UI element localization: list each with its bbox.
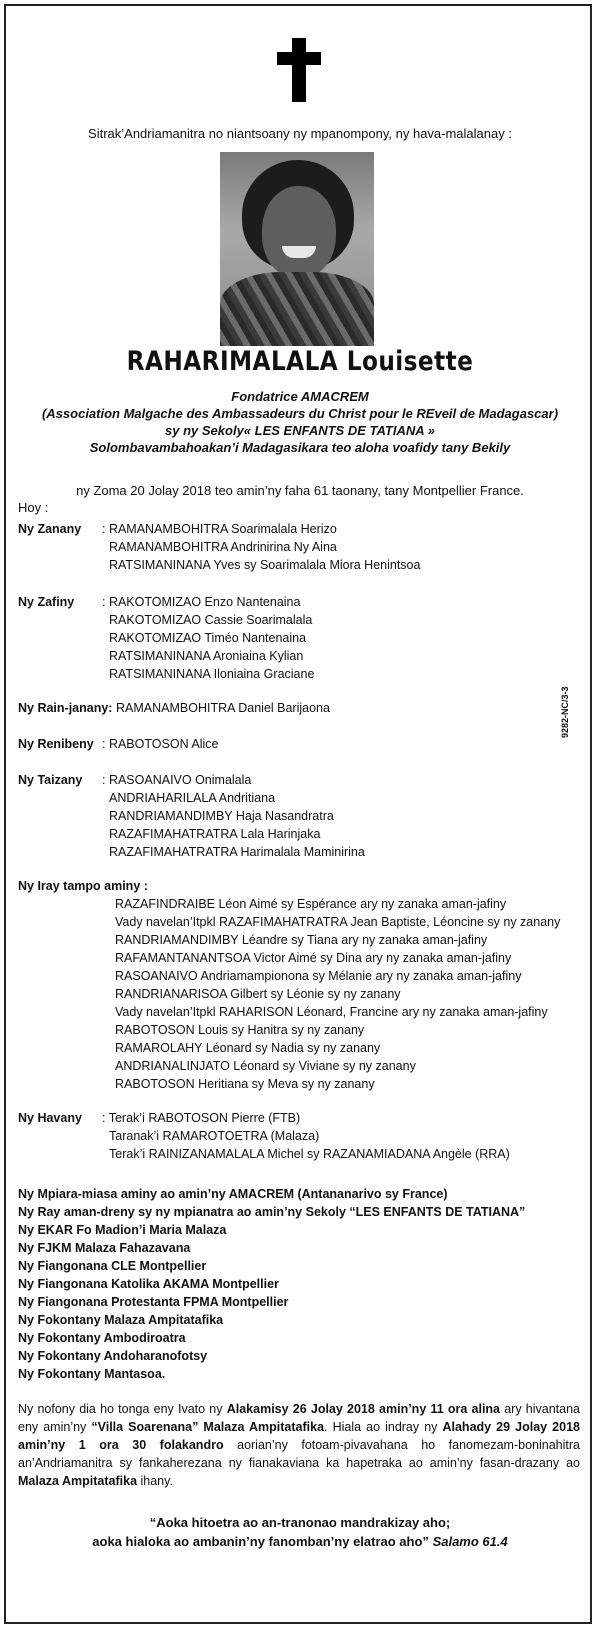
list-item: Taranak’i RAMAROTOETRA (Malaza) xyxy=(109,1129,320,1143)
organization-item: Ny Ray aman-dreny sy ny mpianatra ao amin’ny Sekoly “LES ENFANTS DE TATIANA” xyxy=(18,1205,526,1219)
villa-location: “Villa Soarenana” Malaza Ampitatafika xyxy=(91,1420,325,1434)
list-item: RANDRIAMANDIMBY Léandre sy Tiana ary ny zanaka aman-jafiny xyxy=(115,933,488,947)
quote-reference: Salamo 61.4 xyxy=(432,1534,508,1549)
list-item: RANDRIANARISOA Gilbert sy Léonie sy ny zanany xyxy=(115,987,401,1001)
organization-item: Ny Fokontany Mantasoa. xyxy=(18,1367,166,1381)
organization-item: Ny Fokontany Malaza Ampitatafika xyxy=(18,1313,224,1327)
death-notice: ny Zoma 20 Jolay 2018 teo amin’ny faha 61 taonany, tany Montpellier France. xyxy=(76,483,524,498)
list-item: RAMANAMBOHITRA Daniel Barijaona xyxy=(116,701,330,715)
section-label: Ny Renibeny xyxy=(18,737,94,751)
organization-item: Ny Fokontany Ambodiroatra xyxy=(18,1331,186,1345)
list-item: Vady navelan’Itpkl RAZAFIMAHATRATRA Jean Baptiste, Léoncine sy ny zanany xyxy=(115,915,561,929)
list-item: RABOTOSON Heritiana sy Meva sy ny zanany xyxy=(115,1077,375,1091)
portrait-photo xyxy=(220,152,374,346)
list-item: : Terak’i RABOTOSON Pierre (FTB) xyxy=(102,1111,301,1125)
list-item: RAFAMANTANANTSOA Victor Aimé sy Dina ary ny zanaka aman-jafiny xyxy=(115,951,512,965)
scripture-quote xyxy=(0,1513,600,1551)
funeral-details: Ny nofony dia ho tonga eny Ivato ny Alakamisy 26 Jolay 2018 amin’ny 11 ora alina ary hivantana eny amin’ny “Villa Soarenana” Malaza Ampitatafika. Hiala ao indray ny Alahady 29 Jolay 2018 amin’ny 1 ora 30 folakandro aorian’ny fotoam-pivavahana ho fanomezam-boninahitra an’Andriamanitra sy fankaherezana ny fianakaviana ka hapetraka ao amin’ny fasan-drazany ao Malaza Ampitatafika ihany. xyxy=(18,1402,580,1488)
section-label: Ny Havany xyxy=(18,1111,82,1125)
intro-text: Sitrak’Andriamanitra no niantsoany ny mpanompony, ny hava-malalanay : xyxy=(88,126,512,141)
section-label: Ny Rain-janany: xyxy=(18,701,113,715)
role-line: (Association Malgache des Ambassadeurs du Christ pour le REveil de Madagascar) xyxy=(41,406,559,421)
cross-icon xyxy=(277,38,321,102)
section-label: Ny Zanany xyxy=(18,522,82,536)
organization-item: Ny Fiangonana Protestanta FPMA Montpellier xyxy=(18,1295,289,1309)
list-item: RABOTOSON Louis sy Hanitra sy ny zanany xyxy=(115,1023,365,1037)
arrival-date: Alakamisy 26 Jolay 2018 amin’ny 11 ora alina xyxy=(226,1402,501,1416)
burial-location: Malaza Ampitatafika xyxy=(18,1474,138,1488)
organization-item: Ny EKAR Fo Madion’i Maria Malaza xyxy=(18,1223,227,1237)
section-label: Ny Zafiny xyxy=(18,595,75,609)
reference-code: 9282-NC/3-3 xyxy=(560,686,570,738)
deceased-name: RAHARIMALALA Louisette xyxy=(126,346,474,377)
list-item: : RASOANAIVO Onimalala xyxy=(102,773,252,787)
list-item: RASOANAIVO Andriamampionona sy Mélanie ary ny zanaka aman-jafiny xyxy=(115,969,522,983)
list-item: : RAKOTOMIZAO Enzo Nantenaina xyxy=(102,595,301,609)
list-item: Terak’i RAINIZANAMALALA Michel sy RAZANAMIADANA Angèle (RRA) xyxy=(109,1147,510,1161)
list-item: RATSIMANINANA Aroniaina Kylian xyxy=(109,649,304,663)
section-label: Ny Iray tampo aminy : xyxy=(18,879,148,893)
list-item: RAZAFIMAHATRATRA Lala Harinjaka xyxy=(109,827,321,841)
role-line: sy ny Sekoly« LES ENFANTS DE TATIANA » xyxy=(165,423,435,438)
organizations-list xyxy=(18,1185,525,1383)
list-item: RATSIMANINANA Iloniaina Graciane xyxy=(109,667,315,681)
organization-item: Ny Mpiara-miasa aminy ao amin’ny AMACREM (Antananarivo sy France) xyxy=(18,1187,448,1201)
list-item: RAKOTOMIZAO Cassie Soarimalala xyxy=(109,613,313,627)
organization-item: Ny Fiangonana Katolika AKAMA Montpellier xyxy=(18,1277,279,1291)
list-item: RAMAROLAHY Léonard sy Nadia sy ny zanany xyxy=(115,1041,381,1055)
departure-date: Alahady 29 Jolay 2018 amin’ny 1 ora 30 folakandro xyxy=(18,1420,580,1452)
list-item: RAZAFINDRAIBE Léon Aimé sy Espérance ary ny zanaka aman-jafiny xyxy=(115,897,507,911)
list-item: RANDRIAMANDIMBY Haja Nasandratra xyxy=(109,809,334,823)
list-item: ANDRIANALINJATO Léonard sy Viviane sy ny zanany xyxy=(115,1059,416,1073)
quote-line: “Aoka hitoetra ao an-tranonao mandrakizay aho; xyxy=(149,1515,451,1530)
role-line: Fondatrice AMACREM xyxy=(231,389,369,404)
list-item: RAMANAMBOHITRA Andrinirina Ny Aina xyxy=(109,540,337,554)
quote-line: aoka hialoka ao ambanin’ny fanomban’ny elatrao aho” xyxy=(92,1534,429,1549)
organization-item: Ny Fokontany Andoharanofotsy xyxy=(18,1349,208,1363)
roles-block xyxy=(0,388,600,456)
list-item: RAKOTOMIZAO Timéo Nantenaina xyxy=(109,631,307,645)
list-item: : RAMANAMBOHITRA Soarimalala Herizo xyxy=(102,522,337,536)
organization-item: Ny Fiangonana CLE Montpellier xyxy=(18,1259,207,1273)
list-item: RAZAFIMAHATRATRA Harimalala Maminirina xyxy=(109,845,365,859)
role-line: Solombavambahoakan’i Madagasikara teo aloha voafidy tany Bekily xyxy=(89,440,511,455)
hoy-label: Hoy : xyxy=(18,500,49,515)
list-item: : RABOTOSON Alice xyxy=(102,737,219,751)
organization-item: Ny FJKM Malaza Fahazavana xyxy=(18,1241,191,1255)
list-item: RATSIMANINANA Yves sy Soarimalala Miora Henintsoa xyxy=(109,558,421,572)
list-item: Vady navelan’Itpkl RAHARISON Léonard, Francine ary ny zanaka aman-jafiny xyxy=(115,1005,548,1019)
list-item: ANDRIAHARILALA Andritiana xyxy=(109,791,276,805)
section-label: Ny Taizany xyxy=(18,773,83,787)
